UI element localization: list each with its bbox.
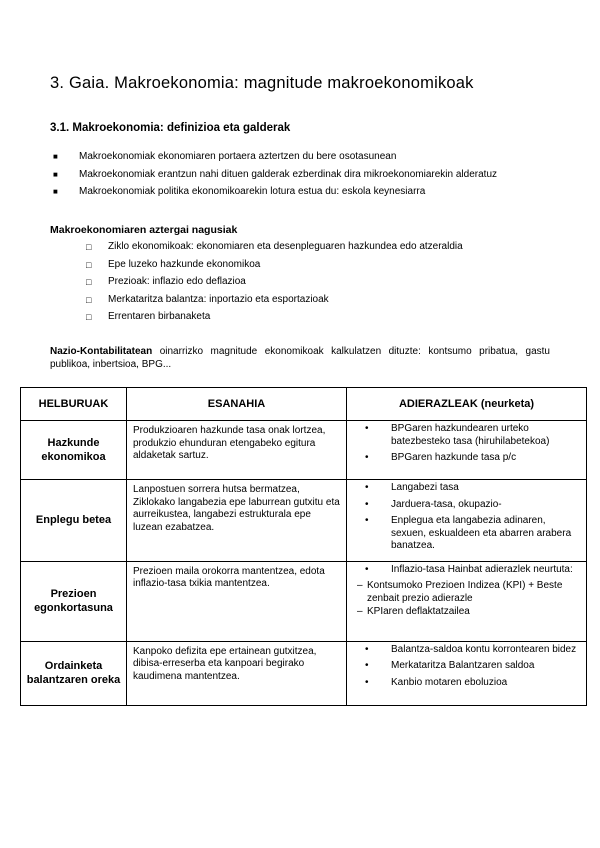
list-item-text: Prezioak: inflazio edo deflazioa [108, 276, 246, 287]
column-header-goals: HELBURUAK [21, 388, 127, 421]
indicator-text: Jarduera-tasa, okupazio- [391, 498, 502, 510]
list-item [50, 150, 497, 168]
dash-icon: – [357, 606, 363, 617]
list-item-text: Ziklo ekonomikoak: ekonomiaren eta desenpleguaren hazkundea edo atzeraldia [108, 241, 463, 252]
list-item-text: Errentaren birbanaketa [108, 311, 211, 322]
indicator-item [365, 452, 580, 465]
list-item [86, 293, 463, 311]
goal-cell: Enplegu betea [21, 480, 127, 562]
intro-paragraph [50, 345, 550, 371]
indicator-text: Merkataritza Balantzaren saldoa [391, 660, 535, 671]
section-heading: 3.1. Makroekonomia: definizioa eta galderak [50, 122, 291, 134]
goal-cell: Hazkunde ekonomikoa [21, 421, 127, 480]
indicator-text: Kanbio motaren eboluzioa [391, 676, 508, 688]
list-item-text: Makroekonomiak erantzun nahi dituen galderak ezberdinak dira mikroekonomiarekin alderatuz [79, 168, 498, 180]
goal-cell: Ordainketa balantzaren oreka [21, 641, 127, 705]
hollow-square-bullet-icon: □ [86, 277, 92, 287]
bullet-dot-icon: • [365, 563, 369, 575]
list-item [50, 168, 497, 186]
indicator-item [365, 423, 580, 448]
indicator-text: Kontsumoko Prezioen Indizea (KPI) + Beste zenbait prezio adierazle [367, 580, 563, 604]
bullet-dot-icon: • [365, 676, 369, 688]
indicator-subitem [357, 580, 580, 605]
bullet-dot-icon: • [365, 515, 369, 526]
meaning-cell: Kanpoko defizita epe ertainean gutxitzea, dibisa-erreserba eta kanpoari begirako kaudimena mantentzea. [127, 641, 347, 705]
meaning-cell: Lanpostuen sorrera hutsa bermatzea, Ziklokako langabezia epe laburrean gutxitu eta aurreikustea, langabezi estrukturala epe luzean ezabatzea. [127, 480, 347, 562]
list-item [86, 240, 463, 258]
hollow-square-bullet-icon: □ [86, 242, 92, 252]
indicator-text: BPGaren hazkundearen urteko batezbesteko tasa (hiruhilabetekoa) [391, 423, 550, 447]
hollow-square-bullet-icon: □ [86, 259, 92, 270]
hollow-square-bullet-icon: □ [86, 312, 92, 322]
topics-heading: Makroekonomiaren aztergai nagusiak [50, 224, 238, 236]
table-row [21, 480, 587, 562]
meaning-cell: Prezioen maila orokorra mantentzea, edota inflazio-tasa txikia mantentzea. [127, 561, 347, 641]
indicator-text: Enplegua eta langabezia adinaren, sexuen, eskualdeen eta abarren arabera banatzea. [391, 515, 572, 551]
table-header-row [21, 388, 587, 421]
dash-icon: – [357, 580, 363, 591]
square-bullet-icon: ■ [53, 152, 58, 161]
indicator-item [365, 499, 580, 512]
indicator-item [365, 564, 580, 577]
indicator-subitem [357, 606, 580, 619]
list-item-text: Epe luzeko hazkunde ekonomikoa [108, 258, 261, 270]
indicators-cell [347, 480, 587, 562]
list-item-text: Makroekonomiak politika ekonomikoarekin lotura estua du: eskola keynesiarra [79, 186, 426, 197]
bullet-dot-icon: • [365, 498, 369, 510]
indicators-cell [347, 641, 587, 705]
indicators-cell [347, 561, 587, 641]
indicator-text: Langabezi tasa [391, 482, 459, 493]
topics-list [86, 240, 463, 328]
indicator-text: KPIaren deflaktatzailea [367, 606, 470, 617]
indicator-text: Balantza-saldoa kontu korrontearen bidez [391, 643, 577, 655]
table-row [21, 641, 587, 705]
indicator-item [365, 482, 580, 495]
meaning-cell: Produkzioaren hazkunde tasa onak lortzea, produkzio ehunduran etengabeko egitura aldaketak sartuz. [127, 421, 347, 480]
indicators-cell [347, 421, 587, 480]
bullet-dot-icon: • [365, 423, 369, 434]
indicator-item [365, 677, 580, 690]
list-item [86, 258, 463, 276]
page-title: 3. Gaia. Makroekonomia: magnitude makroekonomikoak [50, 74, 474, 92]
bullet-dot-icon: • [365, 482, 369, 493]
square-bullet-icon: ■ [53, 169, 58, 179]
bullet-dot-icon: • [365, 660, 369, 671]
column-header-meaning: ESANAHIA [127, 388, 347, 421]
indicator-item [365, 660, 580, 673]
table-row [21, 421, 587, 480]
indicator-text: Inflazio-tasa Hainbat adierazlek neurtuta: [391, 563, 573, 575]
hollow-square-bullet-icon: □ [86, 294, 92, 305]
intro-text: oinarrizko magnitude ekonomikoak kalkulatzen dituzte: kontsumo pribatua, gastu publikoa, inbertsioa, BPG... [50, 346, 550, 370]
definition-bullet-list [50, 150, 497, 203]
table-row [21, 561, 587, 641]
list-item [50, 185, 497, 203]
goal-cell: Prezioen egonkortasuna [21, 561, 127, 641]
list-item-text: Merkataritza balantza: inportazio eta esportazioak [108, 293, 329, 305]
objectives-table [20, 387, 587, 706]
column-header-indicators: ADIERAZLEAK (neurketa) [347, 388, 587, 421]
list-item [86, 310, 463, 328]
bullet-dot-icon: • [365, 643, 369, 655]
bullet-dot-icon: • [365, 452, 369, 463]
intro-bold-term: Nazio-Kontabilitatean [50, 346, 153, 357]
indicator-text: BPGaren hazkunde tasa p/c [391, 452, 517, 463]
list-item [86, 275, 463, 293]
indicator-item [365, 644, 580, 657]
square-bullet-icon: ■ [53, 187, 58, 196]
indicator-item [365, 515, 580, 553]
list-item-text: Makroekonomiak ekonomiaren portaera aztertzen du bere osotasunean [79, 151, 397, 162]
